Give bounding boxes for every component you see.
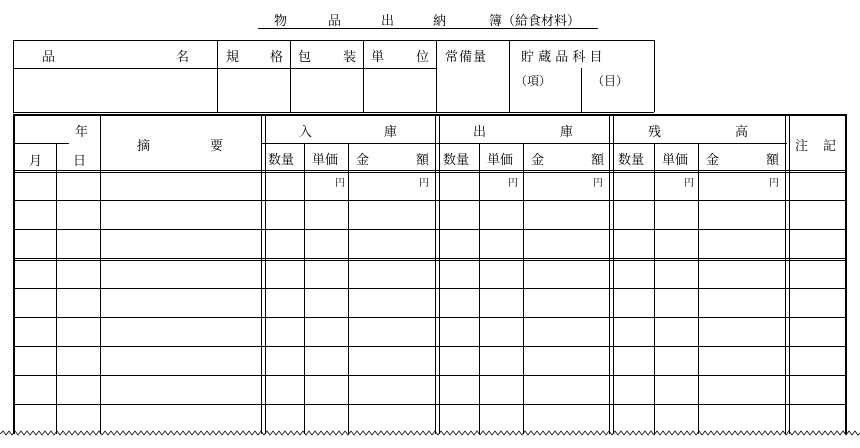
storage-category-label: 貯 蔵 品 科 目 (521, 50, 603, 65)
balance-amount-yen: 円 (769, 178, 779, 189)
unit-label-a: 単 (371, 50, 385, 65)
moku-label: （目） (592, 74, 629, 88)
unit-label-b: 位 (416, 50, 430, 65)
balance-qty-label: 数量 (618, 153, 645, 168)
issue-qty-label: 数量 (443, 153, 470, 168)
issue-label-b: 庫 (560, 125, 574, 140)
title-char-3: 出 (381, 14, 395, 29)
receipt-amount-label-a: 金 (356, 153, 370, 168)
balance-amount-label-b: 額 (766, 153, 780, 168)
title-char-4: 納 (433, 14, 447, 29)
kou-label: （項） (515, 74, 552, 88)
balance-label-b: 高 (735, 125, 749, 140)
spec-label-b: 格 (270, 50, 284, 65)
issue-amount-label-a: 金 (531, 153, 545, 168)
day-label: 日 (73, 154, 87, 169)
package-label-a: 包 (298, 50, 312, 65)
issue-price-yen: 円 (508, 178, 518, 189)
summary-label-b: 要 (210, 139, 224, 154)
receipt-price-label: 単価 (312, 153, 339, 168)
title-char-1: 物 (274, 14, 288, 29)
balance-amount-label-a: 金 (706, 153, 720, 168)
balance-price-label: 単価 (662, 153, 689, 168)
issue-label-a: 出 (473, 125, 487, 140)
title-char-5: 簿（給食材料） (489, 14, 581, 29)
title-char-2: 品 (328, 14, 342, 29)
receipt-amount-label-b: 額 (416, 153, 430, 168)
issue-amount-yen: 円 (593, 178, 603, 189)
spec-label-a: 規 (226, 50, 240, 65)
receipt-qty-label: 数量 (268, 153, 295, 168)
item-name-label-a: 品 (42, 50, 56, 65)
year-label: 年 (75, 125, 89, 140)
issue-price-label: 単価 (487, 153, 514, 168)
receipt-price-yen: 円 (335, 178, 345, 189)
package-label-b: 装 (343, 50, 357, 65)
torn-edge (0, 430, 860, 438)
balance-price-yen: 円 (684, 178, 694, 189)
summary-label-a: 摘 (137, 139, 151, 154)
notes-label: 注 記 (795, 139, 838, 154)
issue-amount-label-b: 額 (591, 153, 605, 168)
month-label: 月 (29, 154, 43, 169)
balance-label-a: 残 (648, 125, 662, 140)
stock-quantity-label: 常備量 (445, 50, 488, 65)
receipt-amount-yen: 円 (419, 178, 429, 189)
receipt-label-b: 庫 (384, 125, 398, 140)
receipt-label-a: 入 (299, 125, 313, 140)
item-name-label-b: 名 (176, 50, 190, 65)
